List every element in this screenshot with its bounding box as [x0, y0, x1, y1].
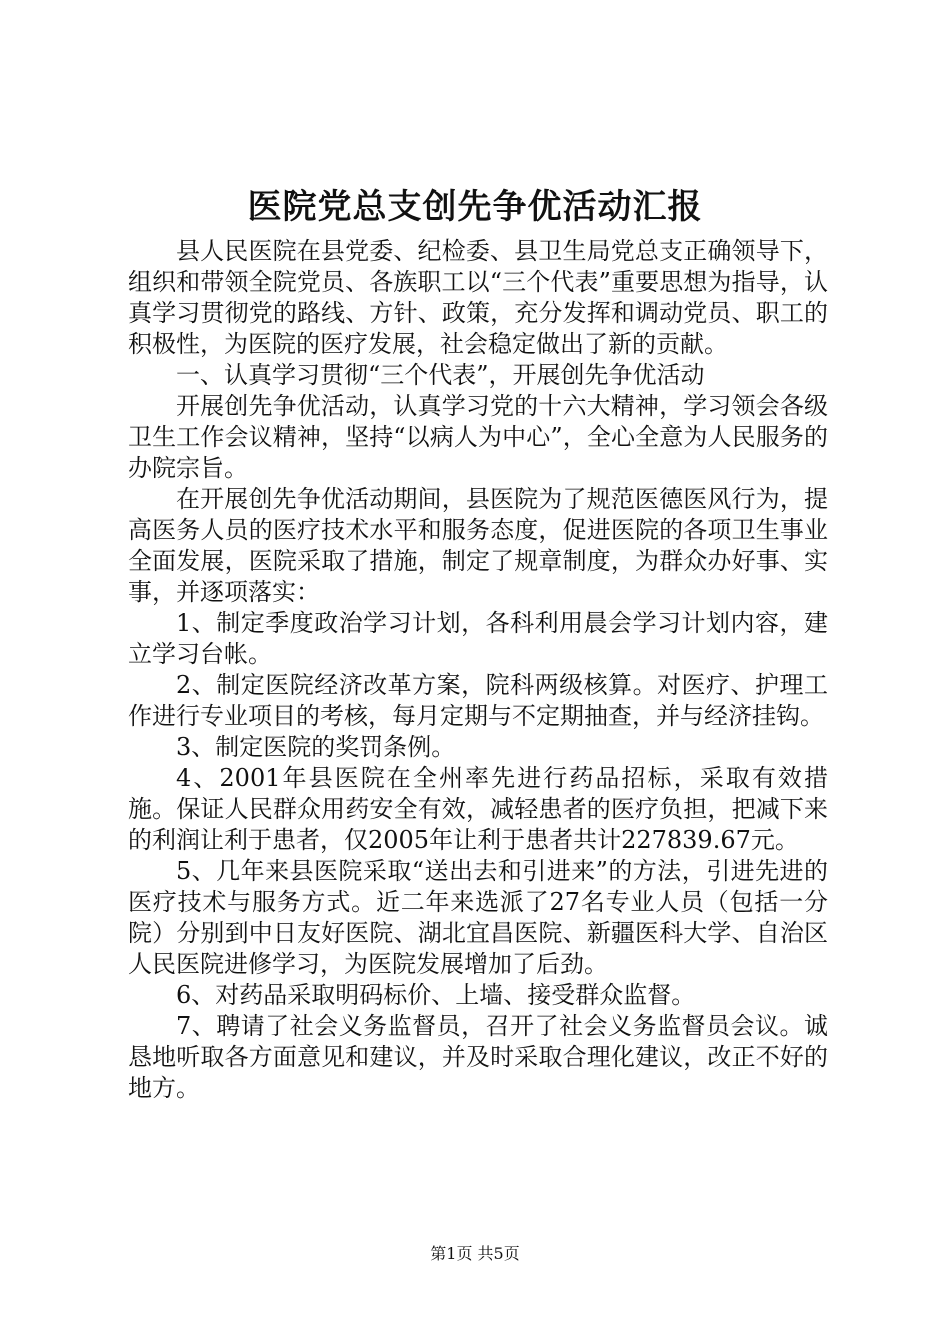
paragraph-intro: 县人民医院在县党委、纪检委、县卫生局党总支正确领导下，组织和带领全院党员、各族职工以“三个代表”重要思想为指导，认真学习贯彻党的路线、方针、政策，充分发挥和调动党员、职工的积极性，为医院的医疗发展，社会稳定做出了新的贡献。 [128, 237, 828, 358]
document-title: 医院党总支创先争优活动汇报 [247, 187, 703, 227]
list-item: 4、2001年县医院在全州率先进行药品招标，采取有效措施。保证人民群众用药安全有效，减轻患者的医疗负担，把减下来的利润让利于患者，仅2005年让利于患者共计227839.67元。 [128, 764, 828, 854]
list-item: 7、聘请了社会义务监督员，召开了社会义务监督员会议。诚恳地听取各方面意见和建议，并及时采取合理化建议，改正不好的地方。 [128, 1012, 828, 1102]
list-item: 6、对药品采取明码标价、上墙、接受群众监督。 [176, 981, 696, 1009]
list-item: 1、制定季度政治学习计划，各科利用晨会学习计划内容，建立学习台帐。 [128, 609, 828, 668]
list-item: 5、几年来县医院采取“送出去和引进来”的方法，引进先进的医疗技术与服务方式。近二年来选派了27名专业人员（包括一分院）分别到中日友好医院、湖北宜昌医院、新疆医科大学、自治区人民医院进修学习，为医院发展增加了后劲。 [128, 857, 828, 978]
document-body [128, 236, 828, 1104]
list-item: 2、制定医院经济改革方案，院科两级核算。对医疗、护理工作进行专业项目的考核，每月定期与不定期抽查，并与经济挂钩。 [128, 671, 828, 730]
paragraph: 在开展创先争优活动期间，县医院为了规范医德医风行为，提高医务人员的医疗技术水平和服务态度，促进医院的各项卫生事业全面发展，医院采取了措施，制定了规章制度，为群众办好事、实事，并逐项落实： [128, 485, 828, 606]
list-item: 3、制定医院的奖罚条例。 [176, 733, 456, 761]
page-number-footer: 第1页 共5页 [430, 1244, 520, 1263]
section-heading-1: 一、认真学习贯彻“三个代表”，开展创先争优活动 [176, 361, 705, 389]
paragraph: 开展创先争优活动，认真学习党的十六大精神，学习领会各级卫生工作会议精神，坚持“以病人为中心”，全心全意为人民服务的办院宗旨。 [128, 392, 828, 482]
